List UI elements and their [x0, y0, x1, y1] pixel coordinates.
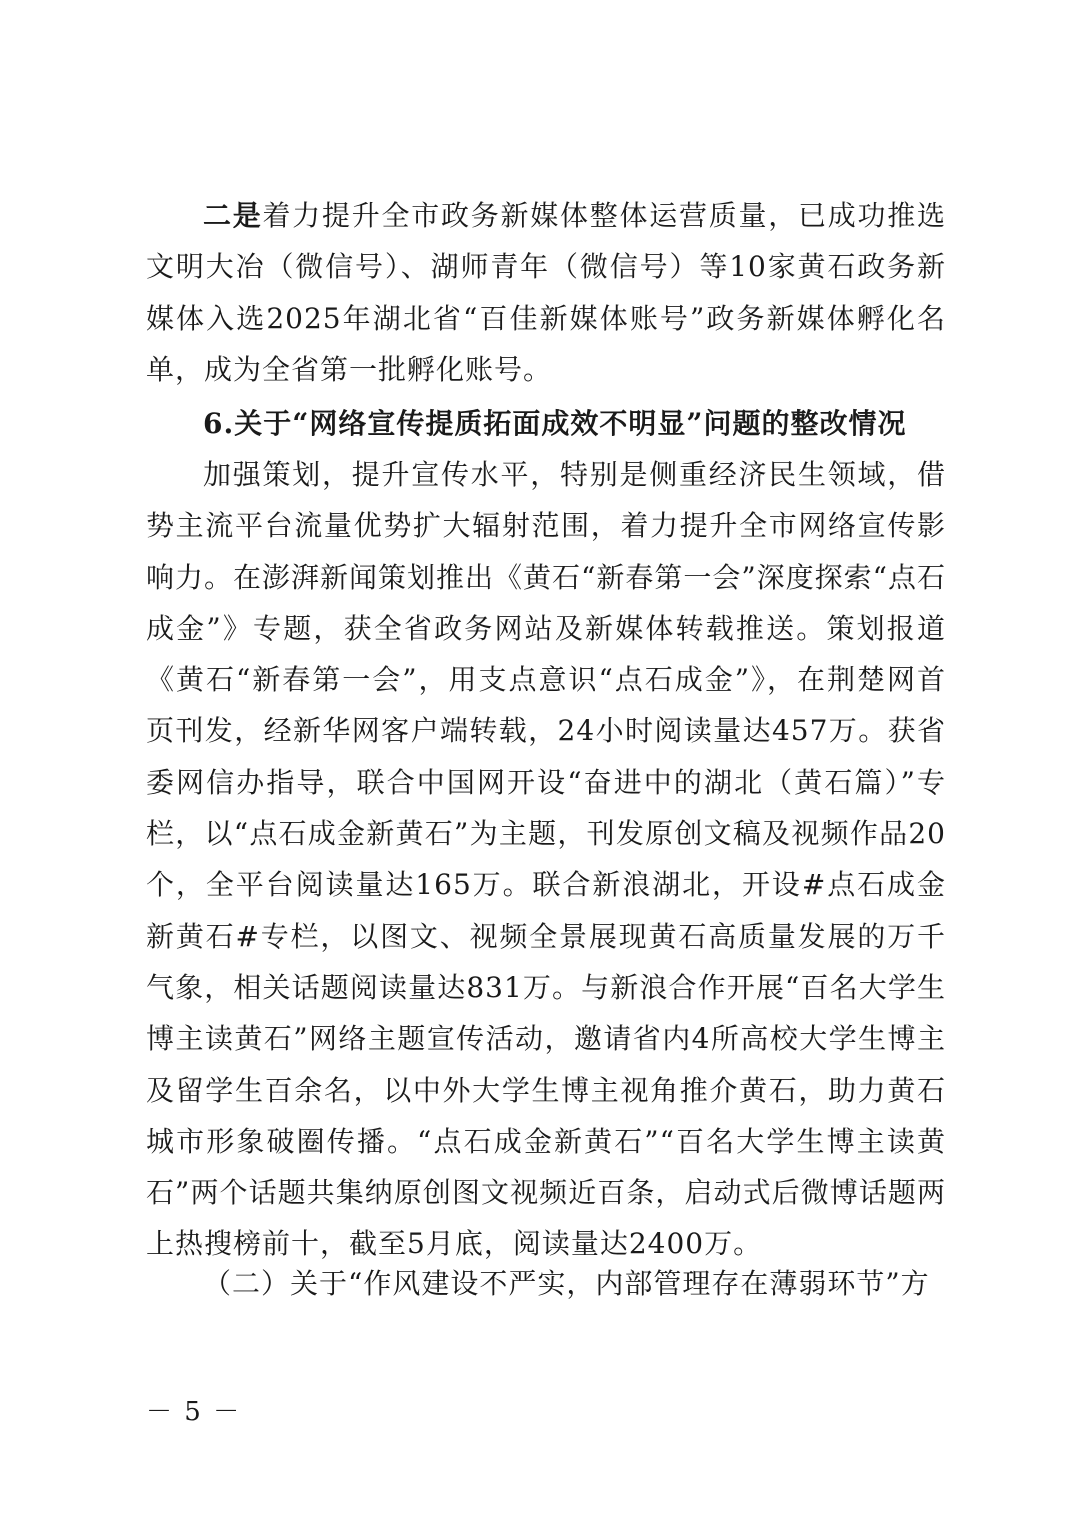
paragraph-section-two-heading: （二）关于“作风建设不严实，内部管理存在薄弱环节”方 — [203, 1267, 930, 1300]
page-number: － 5 － — [146, 1397, 242, 1427]
paragraph-incubation-accounts — [146, 190, 946, 395]
paragraph-lead-label: 二是 — [203, 199, 263, 232]
paragraph-publicity-measures: 加强策划，提升宣传水平，特别是侧重经济民生领域，借势主流平台流量优势扩大辐射范围，着力提升全市网络宣传影响力。在澎湃新闻策划推出《黄石“新春第一会”深度探索“点石成金”》专题，获全省政务网站及新媒体转载推送。策划报道《黄石“新春第一会”，用支点意识“点石成金”》，在荆楚网首页刊发，经新华网客户端转载，24小时阅读量达457万。获省委网信办指导，联合中国网开设“奋进中的湖北（黄石篇）”专栏，以“点石成金新黄石”为主题，刊发原创文稿及视频作品20个，全平台阅读量达165万。联合新浪湖北，开设#点石成金新黄石#专栏，以图文、视频全景展现黄石高质量发展的万千气象，相关话题阅读量达831万。与新浪合作开展“百名大学生博主读黄石”网络主题宣传活动，邀请省内4所高校大学生博主及留学生百余名，以中外大学生博主视角推介黄石，助力黄石城市形象破圈传播。“点石成金新黄石”“百名大学生博主读黄石”两个话题共集纳原创图文视频近百条，启动式后微博话题两上热搜榜前十，截至5月底，阅读量达2400万。 — [146, 458, 946, 1261]
section-heading-6: 6.关于“网络宣传提质拓面成效不明显”问题的整改情况 — [203, 407, 907, 440]
paragraph-body: 着力提升全市政务新媒体整体运营质量，已成功推选文明大冶（微信号）、湖师青年（微信号）等10家黄石政务新媒体入选2025年湖北省“百佳新媒体账号”政务新媒体孵化名单，成为全省第一批孵化账号。 — [146, 199, 946, 386]
